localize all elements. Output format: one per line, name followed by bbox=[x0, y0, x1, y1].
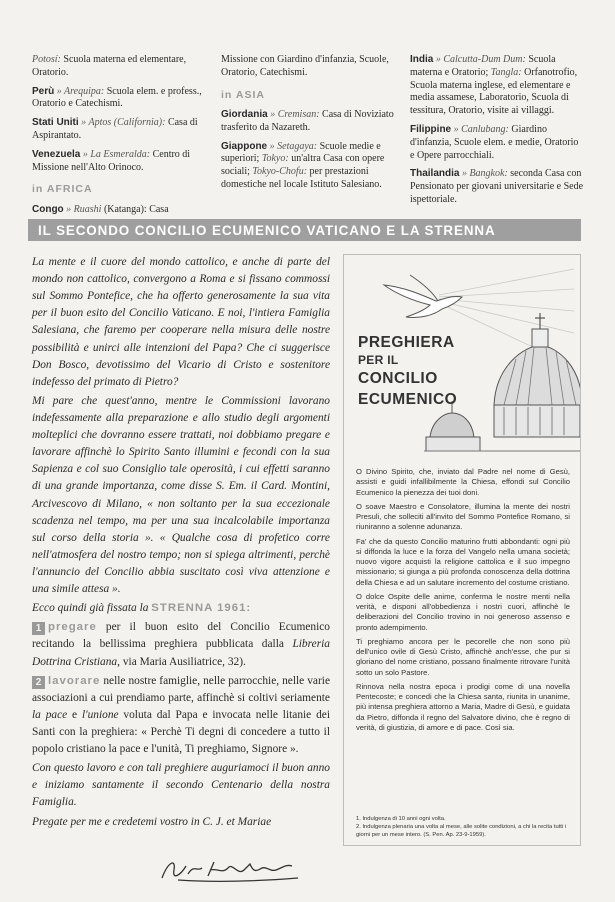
mission-column-3 bbox=[410, 54, 583, 223]
mission-entry: India » Calcutta-Dum Dum: Scuola materna e Oratorio; Tangla: Orfanotrofio, Scuola materna inglese, ed elementare e media assamese, Laboratorio, Scuola di tessitura, Oratorio, visite ai villaggi. bbox=[410, 54, 578, 117]
footnote: 2. Indulgenza plenaria una volta al mese, alle solite condizioni, a chi la recita tutti i giorni per un mese intero. (S. Pen. Ap. 23-9-1959). bbox=[356, 824, 567, 839]
footnote: 1. Indulgenza di 10 anni ogni volta. bbox=[356, 816, 446, 822]
prayer-paragraph: Rinnova nella nostra epoca i prodigi come di una novella Pentecoste; e concedi che la Chiesa santa, riunita in unanime, più intensa preghiera attorno a Maria, Madre di Gesù, e guidata da Pietro, diffonda il regno del Salvatore divino, che è regno di verità, di giustizia, di amore e di pace. Così sia. bbox=[356, 681, 570, 732]
letter-paragraph: Con questo lavoro e con tali preghiere auguriamoci il buon anno e iniziamo santamente il secondo Centenario della nostra Famiglia. bbox=[32, 762, 330, 809]
mission-entry: Congo » Ruashi (Katanga): Casa bbox=[32, 203, 169, 215]
prayer-paragraph: O Divino Spirito, che, inviato dal Padre nel nome di Gesù, assisti e guidi infallibilmente la Chiesa, effondi sul Concilio Ecumenico la pienezza dei tuoi doni. bbox=[356, 467, 570, 497]
prayer-paragraph: O dolce Ospite delle anime, conferma le nostre menti nella verità, e disponi all'obbedienza i nostri cuori, affinchè le deliberazioni del Concilio trovino in noi generoso assenso e pronto adempimento. bbox=[356, 591, 570, 632]
number-badge: 2 bbox=[32, 676, 45, 689]
strenna-item-2: 2 lavorare nelle nostre famiglie, nelle parrocchie, nelle varie associazioni a cui prendiamo parte, affinchè si coltivi seriamente la pace e l'unione voluta dal Papa e invocata nelle litanie dei Santi con la preghiera: « Perchè Ti degni di concedere a tutto il popolo cristiano la pace e l'unità, Ti preghiamo, Signore ». bbox=[32, 674, 330, 756]
mission-entry: Filippine » Canlubang: Giardino d'infanzia, Scuole elem. e medie, Oratorio e Opere parrocchiali. bbox=[410, 123, 579, 161]
prayer-footnotes bbox=[356, 815, 570, 839]
mission-column-2 bbox=[221, 54, 394, 223]
mission-entry: Giordania » Cremisan: Casa di Noviziato trasferito da Nazareth. bbox=[221, 109, 394, 133]
mission-entry: Thailandia » Bangkok: seconda Casa con Pensionato per giovani universitarie e Sede ispettoriale. bbox=[410, 168, 584, 205]
letter-paragraph: Mi pare che quest'anno, mentre le Commissioni lavorano indefessamente alla preparazione e allo studio degli argomenti molteplici che dovranno essere trattati, noi dobbiamo pregare e lavorare affinchè lo Spirito Santo illumini e fecondi con la sua Sapienza e col suo Consiglio tale operosità, i cui effetti saranno di una grande importanza, come disse S. Em. il Card. Montini, Arcivescovo di Milano, « non soltanto per la sua eccezionale scadenza nel tempo, ma per una sua incalcolabile importanza sul corso della storia ». « Qualche cosa di profetico corre nell'atmosfera del nostro tempo; non si spiega altrimenti, perchè l'annuncio del Concilio abbia suscitato così viva attenzione e una simile attesa ». bbox=[32, 394, 330, 596]
handwritten-signature bbox=[158, 852, 308, 886]
mission-entry: Potosí: Scuola materna ed elementare, Oratorio. bbox=[32, 54, 187, 78]
letter-body bbox=[32, 254, 330, 833]
mission-list bbox=[32, 54, 584, 223]
prayer-title: PREGHIERA PER IL CONCILIO ECUMENICO bbox=[358, 334, 458, 408]
prayer-text bbox=[356, 467, 570, 737]
mission-entry: Giappone » Setagaya: Scuole medie e superiori; Tokyo: un'altra Casa con opere sociali; Tokyo-Chofu: per prestazioni domestiche nel locale Istituto Salesiano. bbox=[221, 140, 385, 191]
section-banner: IL SECONDO CONCILIO ECUMENICO VATICANO E LA STRENNA bbox=[28, 219, 581, 241]
number-badge: 1 bbox=[32, 622, 45, 635]
letter-closing: Pregate per me e credetemi vostro in C. J. et Mariae bbox=[32, 815, 272, 828]
mission-entry: Venezuela » La Esmeralda: Centro di Missione nell'Alto Orinoco. bbox=[32, 148, 191, 173]
strenna-item-1: 1 pregare per il buon esito del Concilio Ecumenico recitando la bellissima preghiera pubblicata dalla Libreria Dottrina Cristiana, via Maria Ausiliatrice, 32). bbox=[32, 621, 330, 668]
mission-column-1 bbox=[32, 54, 205, 223]
region-heading-asia: in ASIA bbox=[221, 88, 265, 101]
region-heading-africa: in AFRICA bbox=[32, 183, 93, 196]
prayer-paragraph: O soave Maestro e Consolatore, illumina la mente dei nostri Presuli, che solleciti all'invito del Sommo Pontefice Romano, si riuniranno a solenne adunanza. bbox=[356, 501, 570, 532]
mission-entry: Perù » Arequipa: Scuola elem. e profess., Oratorio e Catechismi. bbox=[32, 85, 202, 110]
letter-paragraph: La mente e il cuore del mondo cattolico, e anche di parte del mondo non cattolico, convergono a Roma e si fissano commossi sul Sommo Pontefice, che ha offerto generosamente la sua vita per il buon esito del Concilio Vaticano. E noi, l'intiera Famiglia Salesiana, che faremo per cooperare nella misura delle nostre possibilità e unirci alle intenzioni del Papa? Che ci suggerisce Don Bosco, devotissimo del Vicario di Cristo e sostenitore indefesso del primato di Pietro? bbox=[32, 256, 330, 388]
prayer-box bbox=[343, 254, 581, 846]
prayer-paragraph: Fa' che da questo Concilio maturino frutti abbondanti: ogni più si diffonda la luce e la forza del Vangelo nella umana società; nuovo vigore acquisti la religione cattolica e il suo impegno missionario; si giunga a più profonda conoscenza della dottrina della Chiesa e ad un salutare incremento del costume cristiano. bbox=[356, 536, 570, 587]
mission-entry: Missione con Giardino d'infanzia, Scuole, Oratorio, Catechismi. bbox=[221, 54, 389, 78]
prayer-paragraph: Ti preghiamo ancora per le pecorelle che non sono più dell'unico ovile di Gesù Cristo, affinchè anch'esse, che pur si gloriano del nome cristiano, possano finalmente ritrovare l'unità sotto un solo Pastore. bbox=[356, 636, 570, 677]
mission-entry: Stati Uniti » Aptos (California): Casa di Aspirantato. bbox=[32, 117, 198, 141]
letter-paragraph: Ecco quindi già fissata la STRENNA 1961: bbox=[32, 602, 252, 615]
